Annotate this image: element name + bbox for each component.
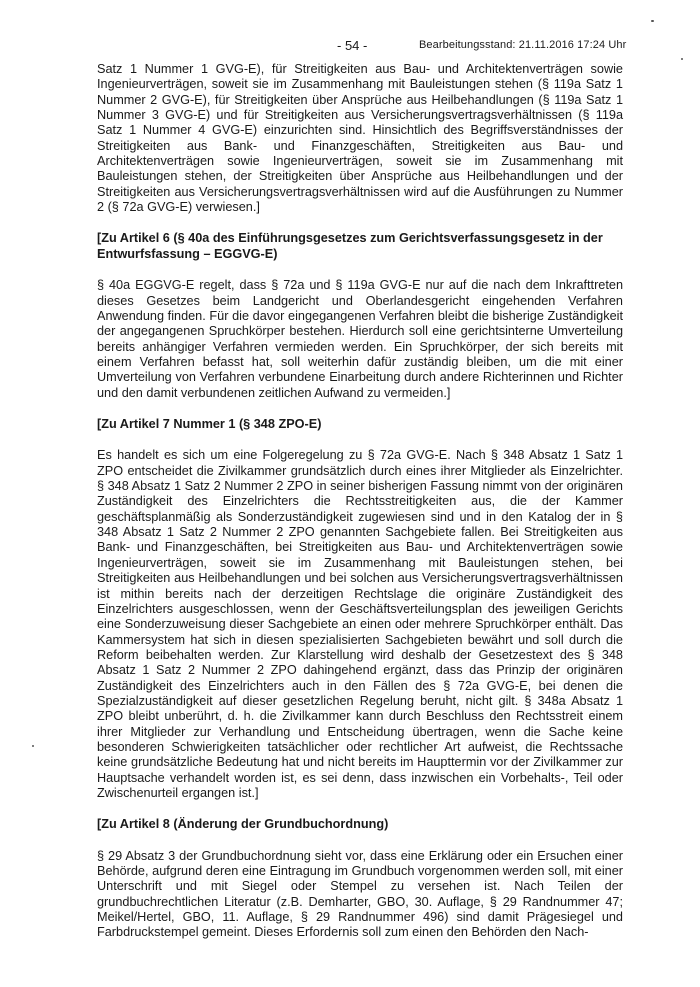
paragraph-article-7: Es handelt es sich um eine Folgeregelung zu § 72a GVG-E. Nach § 348 Absatz 1 Satz 1 ZPO entscheidet die Zivilkammer grundsätzlich durch eines ihrer Mitglieder als Einzelrichter. § 348 Absatz 1 Satz 2 Nummer 2 ZPO in seiner bisherigen Fassung nimmt von der originären Zuständigkeit des Einzelrichters die Rechtsstreitigkeiten aus, die der Kammer geschäftsplanmäßig als Sonderzuständigkeit zugewiesen sind und in den Katalog der in § 348 Absatz 1 Satz 2 Nummer 2 ZPO genannten Sachgebiete fallen. Bei Streitigkeiten aus Bank- und Finanzgeschäften, bei Streitigkeiten aus Bau- und Architektenverträgen sowie Ingenieurverträgen, soweit sie im Zusammenhang mit Bauleistungen stehen, bei Streitigkeiten aus Heilbehandlungen und bei solchen aus Versicherungsvertragsverhältnissen ist mithin bereits nach der derzeitigen Rechtslage die originäre Zuständigkeit des Einzelrichters ausgeschlossen, wenn der Geschäftsverteilungsplan des jeweiligen Gerichts eine Sonderzuweisung dieser Sachgebiete an einen oder mehrere Spruchkörper enthält. Das Kammersystem hat sich in diesen spezialisierten Sachgebieten bewährt und soll durch die Reform beibehalten werden. Zur Klarstellung wird deshalb der Gesetzestext des § 348 Absatz 1 Satz 2 Nummer 2 ZPO dahingehend ergänzt, dass das Prinzip der originären Zuständigkeit des Einzelrichters auch in den Fällen des § 72a GVG-E, bei denen die Spezialzuständigkeit auf dieser gesetzlichen Regelung beruht, nicht gilt. § 348a Absatz 1 ZPO bleibt unberührt, d. h. die Zivilkammer kann durch Beschluss den Rechtsstreit einem ihrer Mitglieder zur Verhandlung und Entscheidung übertragen, wenn die Sache keine besonderen Schwierigkeiten tatsächlicher oder rechtlicher Art aufweist, die Rechtssache keine grundsätzliche Bedeutung hat und nicht bereits im Haupttermin vor der Zivilkammer zur Hauptsache verhandelt worden ist, es sei denn, dass inzwischen ein Vorbehalts-, Teil oder Zwischenurteil ergangen ist.]	[97, 448, 623, 800]
scan-speck	[32, 745, 34, 747]
scan-speck	[651, 20, 654, 22]
scan-speck	[681, 58, 683, 60]
section-heading-article-6: [Zu Artikel 6 (§ 40a des Einführungsgesetzes zum Gerichtsverfassungsgesetz in der Entwurfsfassung – EGGVG-E)	[97, 231, 603, 261]
section-heading-article-7: [Zu Artikel 7 Nummer 1 (§ 348 ZPO-E)	[97, 417, 322, 431]
editing-status: Bearbeitungsstand: 21.11.2016 17:24 Uhr	[419, 39, 627, 51]
paragraph-continuation: Satz 1 Nummer 1 GVG-E), für Streitigkeiten aus Bau- und Architektenverträgen sowie Ingenieurverträgen, soweit sie im Zusammenhang mit Bauleistungen stehen (§ 119a Satz 1 Nummer 2 GVG-E), für Streitigkeiten über Ansprüche aus Heilbehandlungen (§ 119a Satz 1 Nummer 3 GVG-E) und für Streitigkeiten aus Versicherungsvertragsverhältnissen (§ 119a Satz 1 Nummer 4 GVG-E) einzurichten sind. Hinsichtlich des Begriffsverständnisses der Streitigkeiten aus Bank- und Finanzgeschäften, Streitigkeiten aus Bau- und Architektenverträgen sowie Ingenieurverträgen, soweit sie im Zusammenhang mit Bauleistungen stehen, der Streitigkeiten über Ansprüche aus Heilbehandlungen und der Streitigkeiten aus Versicherungsvertragsverhältnissen wird auf die Ausführungen zu Nummer 2 (§ 72a GVG-E) verwiesen.]	[97, 62, 623, 215]
document-body	[97, 62, 623, 941]
page-header	[0, 38, 700, 56]
paragraph-article-6: § 40a EGGVG-E regelt, dass § 72a und § 119a GVG-E nur auf die nach dem Inkrafttreten dieses Gesetzes beim Landgericht und Oberlandesgericht eingehenden Verfahren Anwendung finden. Für die davor eingegangenen Verfahren bleibt die bisherige Zuständigkeit der angegangenen Spruchkörper bestehen. Hierdurch soll eine gerichtsinterne Umverteilung bereits anhängiger Verfahren vermieden werden. Ein Spruchkörper, der sich bereits mit einem Verfahren befasst hat, soll weiterhin dafür zuständig bleiben, um die mit einer Umverteilung von Verfahren verbundene Einarbeitung durch andere Richterinnen und Richter und den damit verbundenen zeitlichen Aufwand zu vermeiden.]	[97, 278, 623, 400]
paragraph-article-8: § 29 Absatz 3 der Grundbuchordnung sieht vor, dass eine Erklärung oder ein Ersuchen einer Behörde, aufgrund deren eine Eintragung im Grundbuch vorgenommen werden soll, mit einer Unterschrift und mit Siegel oder Stempel zu versehen ist. Nach Teilen der grundbuchrechtlichen Literatur (z.B. Demharter, GBO, 30. Auflage, § 29 Randnummer 47; Meikel/Hertel, GBO, 11. Auflage, § 29 Randnummer 496) sind damit Prägesiegel und Farbdruckstempel gemeint. Dieses Erfordernis soll zum einen den Behörden den Nach-	[97, 848, 623, 940]
section-heading-article-8: [Zu Artikel 8 (Änderung der Grundbuchordnung)	[97, 817, 389, 832]
page-number: - 54 -	[337, 38, 368, 53]
